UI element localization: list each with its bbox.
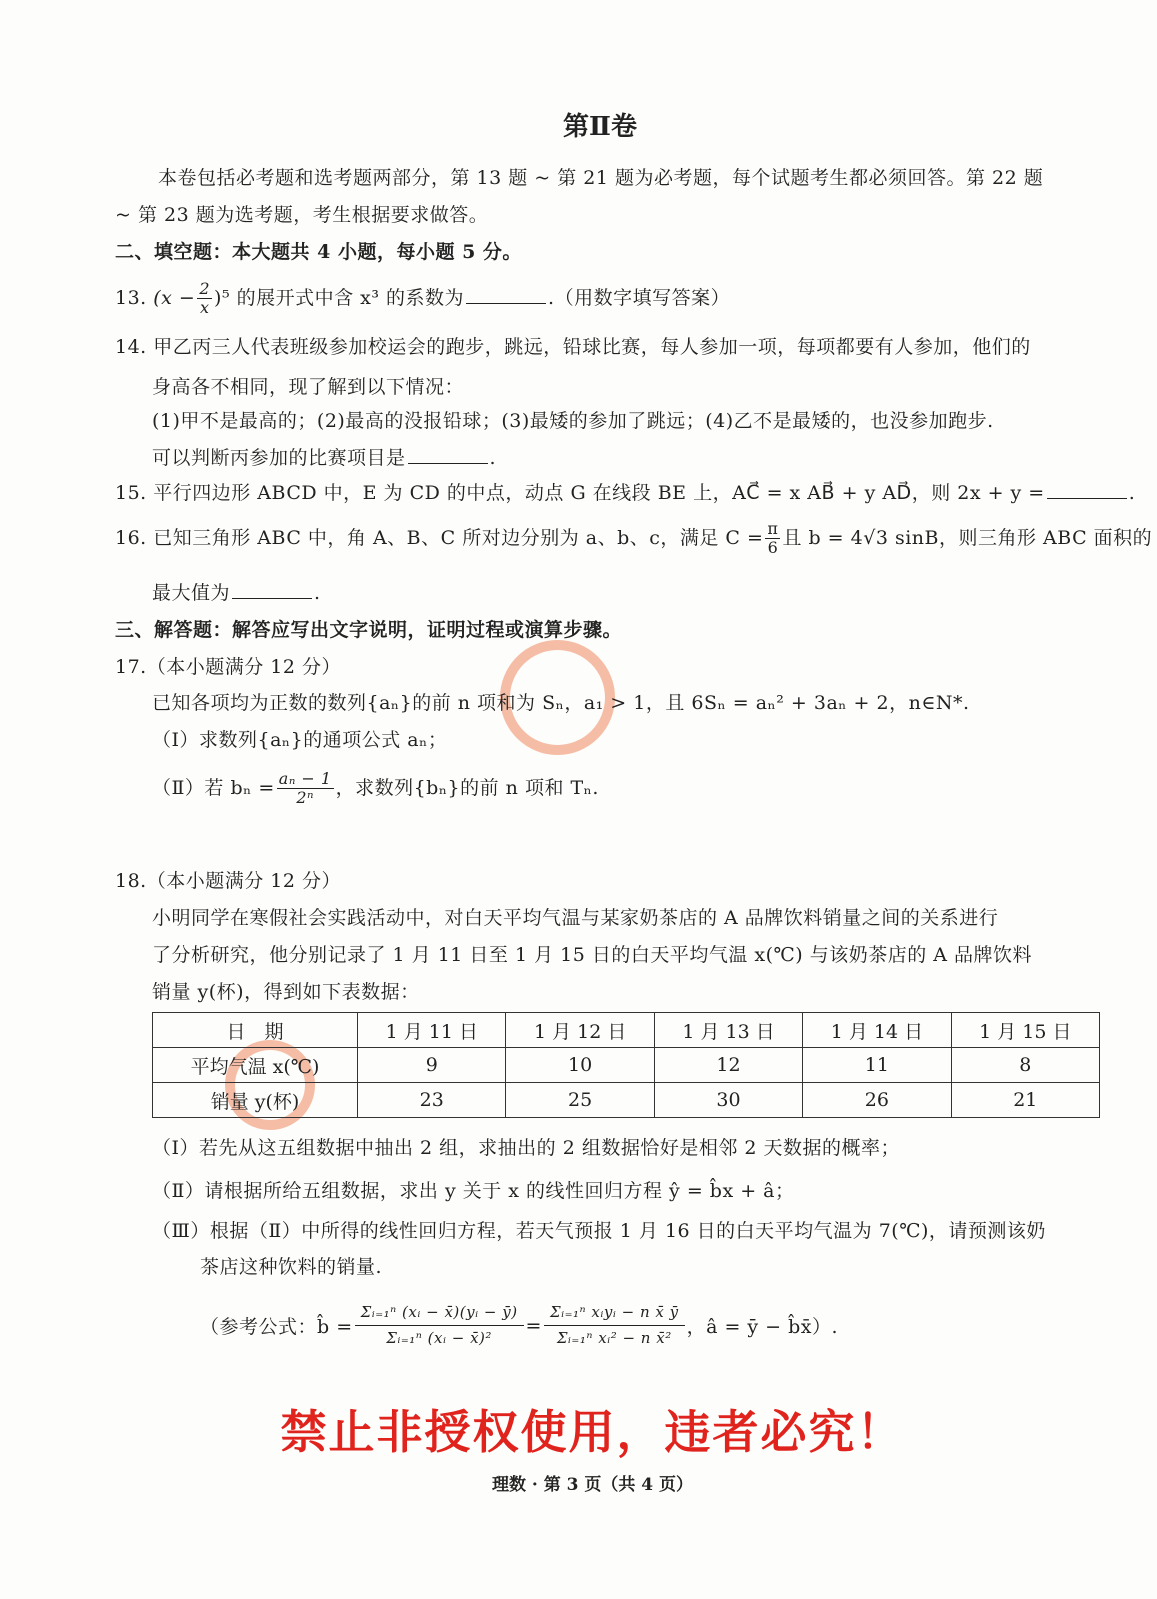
formula-eq: = xyxy=(525,1314,542,1337)
q13-pre: (x − xyxy=(153,286,196,309)
formula-pre: （参考公式：b̂ = xyxy=(200,1316,353,1339)
table-header-row xyxy=(153,1013,1100,1048)
table-cell: 26 xyxy=(803,1083,951,1118)
table-cell: 11 xyxy=(803,1048,951,1083)
q13-answer-blank[interactable] xyxy=(466,303,546,304)
q16-pre: 16. 已知三角形 ABC 中，角 A、B、C 所对边分别为 a、b、c，满足 C = xyxy=(115,526,764,549)
intro-line-2: ~ 第 23 题为选考题，考生根据要求做答。 xyxy=(115,204,489,226)
q18-stem-1: 小明同学在寒假社会实践活动中，对白天平均气温与某家奶茶店的 A 品牌饮料销量之间的关系进行 xyxy=(152,907,999,929)
q17-p2-pre: （Ⅱ）若 bₙ = xyxy=(152,776,275,799)
table-cell: 10 xyxy=(506,1048,654,1083)
q18-stem-3: 销量 y(杯)，得到如下表数据： xyxy=(152,981,420,1003)
table-row xyxy=(153,1048,1100,1083)
q14-line-4 xyxy=(152,443,496,470)
question-15 xyxy=(115,478,1135,505)
table-cell: 平均气温 x(℃) xyxy=(153,1048,358,1083)
q17-frac-den: 2ⁿ xyxy=(296,788,315,808)
formula-post: ，â = ȳ − b̂x̄）. xyxy=(686,1316,839,1339)
q17-stem: 已知各项均为正数的数列{aₙ}的前 n 项和为 Sₙ，a₁ > 1，且 6Sₙ = aₙ² + 3aₙ + 2，n∈N*. xyxy=(152,692,970,714)
q17-part-1: （Ⅰ）求数列{aₙ}的通项公式 aₙ； xyxy=(152,729,448,751)
table-header: 1 月 12 日 xyxy=(506,1013,654,1048)
q18-part-3-line-2: 茶店这种饮料的销量. xyxy=(200,1256,383,1278)
q16-line-2 xyxy=(152,578,321,605)
section-answer-heading: 三、解答题：解答应写出文字说明，证明过程或演算步骤。 xyxy=(115,619,623,641)
q18-part-2: （Ⅱ）请根据所给五组数据，求出 y 关于 x 的线性回归方程 ŷ = b̂x + â； xyxy=(152,1180,795,1202)
q17-part-2 xyxy=(152,770,599,808)
section-title: 第Ⅱ卷 xyxy=(563,112,637,142)
table-header: 1 月 11 日 xyxy=(358,1013,506,1048)
table-cell: 25 xyxy=(506,1083,654,1118)
q17-p2-post: ，求数列{bₙ}的前 n 项和 Tₙ. xyxy=(335,776,599,799)
q18-part-1: （Ⅰ）若先从这五组数据中抽出 2 组，求抽出的 2 组数据恰好是相邻 2 天数据的概率； xyxy=(152,1137,901,1159)
table-header: 日 期 xyxy=(153,1013,358,1048)
table-cell: 21 xyxy=(951,1083,1099,1118)
table-cell: 销量 y(杯) xyxy=(153,1083,358,1118)
q14-tail: . xyxy=(489,447,497,469)
table-header: 1 月 15 日 xyxy=(951,1013,1099,1048)
q13-post: )⁵ 的展开式中含 x³ 的系数为 xyxy=(214,286,465,309)
formula-num-1: Σᵢ₌₁ⁿ (xᵢ − x̄)(yᵢ − ȳ) xyxy=(355,1300,524,1326)
q16-frac-num: π xyxy=(767,519,779,538)
q13-number: 13. xyxy=(115,286,147,309)
section-fill-heading: 二、填空题：本大题共 4 小题，每小题 5 分。 xyxy=(115,241,522,263)
q16-prompt: 最大值为 xyxy=(152,582,231,604)
question-13 xyxy=(115,280,730,318)
q14-prompt: 可以判断丙参加的比赛项目是 xyxy=(152,447,406,469)
q18-part-3-line-1: （Ⅲ）根据（Ⅱ）中所得的线性回归方程，若天气预报 1 月 16 日的白天平均气温为 7(℃)，请预测该奶 xyxy=(152,1220,1046,1242)
table-cell: 8 xyxy=(951,1048,1099,1083)
q13-frac-num: 2 xyxy=(199,279,211,298)
q16-answer-blank[interactable] xyxy=(232,598,312,599)
formula-num-2: Σᵢ₌₁ⁿ xᵢyᵢ − n x̄ ȳ xyxy=(544,1300,685,1326)
q14-answer-blank[interactable] xyxy=(408,463,488,464)
table-header: 1 月 13 日 xyxy=(654,1013,802,1048)
formula-fraction-2 xyxy=(544,1300,685,1352)
formula-den-2: Σᵢ₌₁ⁿ xᵢ² − n x̄² xyxy=(556,1329,672,1348)
q13-frac-den: x xyxy=(199,298,210,318)
page-footer: 理数 · 第 3 页（共 4 页） xyxy=(491,1475,694,1495)
table-cell: 23 xyxy=(358,1083,506,1118)
q18-heading: 18.（本小题满分 12 分） xyxy=(115,870,341,892)
q17-frac-num: aₙ − 1 xyxy=(278,769,332,788)
data-table xyxy=(152,1012,1100,1118)
q16-post: 且 b = 4√3 sinB，则三角形 ABC 面积的 xyxy=(782,526,1153,549)
q13-fraction xyxy=(197,280,212,318)
q18-stem-2: 了分析研究，他分别记录了 1 月 11 日至 1 月 15 日的白天平均气温 x(℃) 与该奶茶店的 A 品牌饮料 xyxy=(152,944,1033,966)
q14-line-1: 14. 甲乙丙三人代表班级参加校运会的跑步，跳远，铅球比赛，每人参加一项，每项都要有人参加，他们的 xyxy=(115,336,1031,358)
q15-answer-blank[interactable] xyxy=(1047,498,1127,499)
q17-heading: 17.（本小题满分 12 分） xyxy=(115,656,341,678)
table-cell: 9 xyxy=(358,1048,506,1083)
q14-line-2: 身高各不相同，现了解到以下情况： xyxy=(152,376,465,398)
table-row xyxy=(153,1083,1100,1118)
formula-den-1: Σᵢ₌₁ⁿ (xᵢ − x̄)² xyxy=(386,1329,492,1348)
reference-formula xyxy=(200,1300,838,1352)
q14-line-3: (1)甲不是最高的；(2)最高的没报铅球；(3)最矮的参加了跳远；(4)乙不是最矮的，也没参加跑步. xyxy=(152,410,994,432)
q16-frac-den: 6 xyxy=(767,538,779,558)
q16-tail: . xyxy=(314,582,321,604)
table-cell: 12 xyxy=(654,1048,802,1083)
copyright-warning: 禁止非授权使用，违者必究！ xyxy=(280,1405,905,1459)
q16-fraction xyxy=(765,520,780,558)
table-header: 1 月 14 日 xyxy=(803,1013,951,1048)
intro-line-1: 本卷包括必考题和选考题两部分，第 13 题 ~ 第 21 题为必考题，每个试题考生都必须回答。第 22 题 xyxy=(158,167,1044,189)
table-cell: 30 xyxy=(654,1083,802,1118)
q15-tail: . xyxy=(1128,482,1136,504)
formula-fraction-1 xyxy=(355,1300,524,1352)
q15-text: 15. 平行四边形 ABCD 中，E 为 CD 的中点，动点 G 在线段 BE 上，AC⃗ = x AB⃗ + y AD⃗，则 2x + y = xyxy=(115,482,1045,504)
question-16 xyxy=(115,520,1152,558)
q13-tail: .（用数字填写答案） xyxy=(548,286,731,309)
q17-fraction xyxy=(277,770,334,808)
